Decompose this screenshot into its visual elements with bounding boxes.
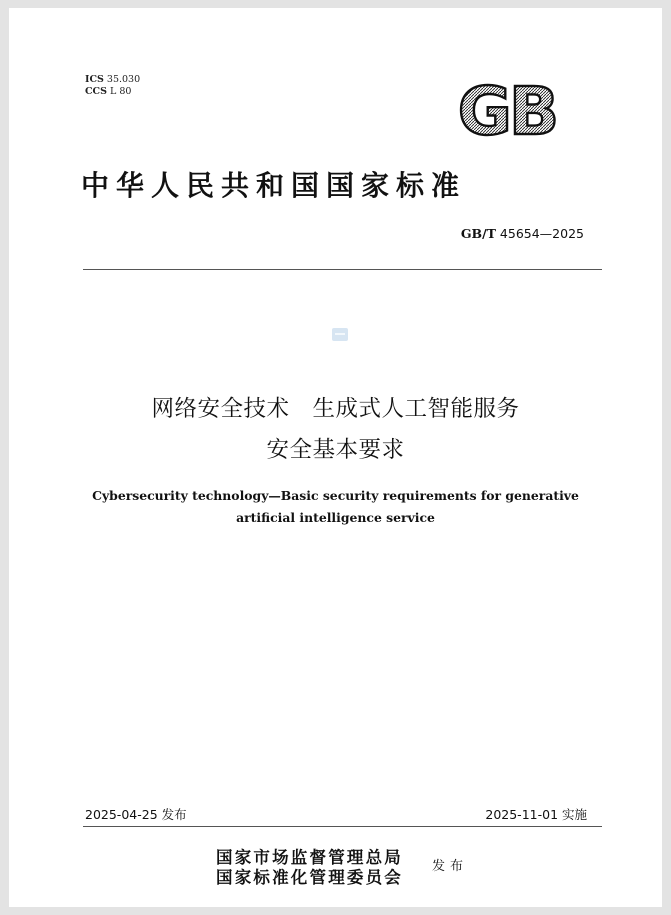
publisher-line1: 国家市场监督管理总局 [216,848,403,867]
document-title-line1: 网络安全技术 生成式人工智能服务 [151,396,520,422]
document-title-line2: 安全基本要求 [266,437,405,463]
publish-action: 发布 [432,859,469,874]
national-standard-title: 中华人民共和国国家标准 [81,169,467,202]
standard-prefix: GB/T [460,226,496,241]
gb-logo [441,76,573,142]
ics-label: ICS [85,74,104,85]
classification-codes [85,74,140,98]
top-divider [83,269,602,270]
standard-cover-page [9,8,662,907]
standard-number [461,226,584,241]
effective-date: 2025-11-01 实施 [485,807,587,822]
ccs-value: L 80 [110,86,132,97]
issue-date: 2025-04-25 发布 [85,807,187,822]
bottom-divider [83,826,602,827]
ics-value: 35.030 [106,74,141,85]
document-title-english-line1: Cybersecurity technology—Basic security requirements for generative [92,488,579,503]
document-title-english-line2: artificial intelligence service [236,510,435,525]
standard-code: 45654—2025 [499,226,584,241]
publisher-line2: 国家标准化管理委员会 [216,868,403,887]
ccs-label: CCS [85,86,107,97]
watermark-mark [332,328,348,341]
gb-logo-text: GB [457,76,557,142]
ics-code [85,74,140,86]
ccs-code [85,86,140,98]
